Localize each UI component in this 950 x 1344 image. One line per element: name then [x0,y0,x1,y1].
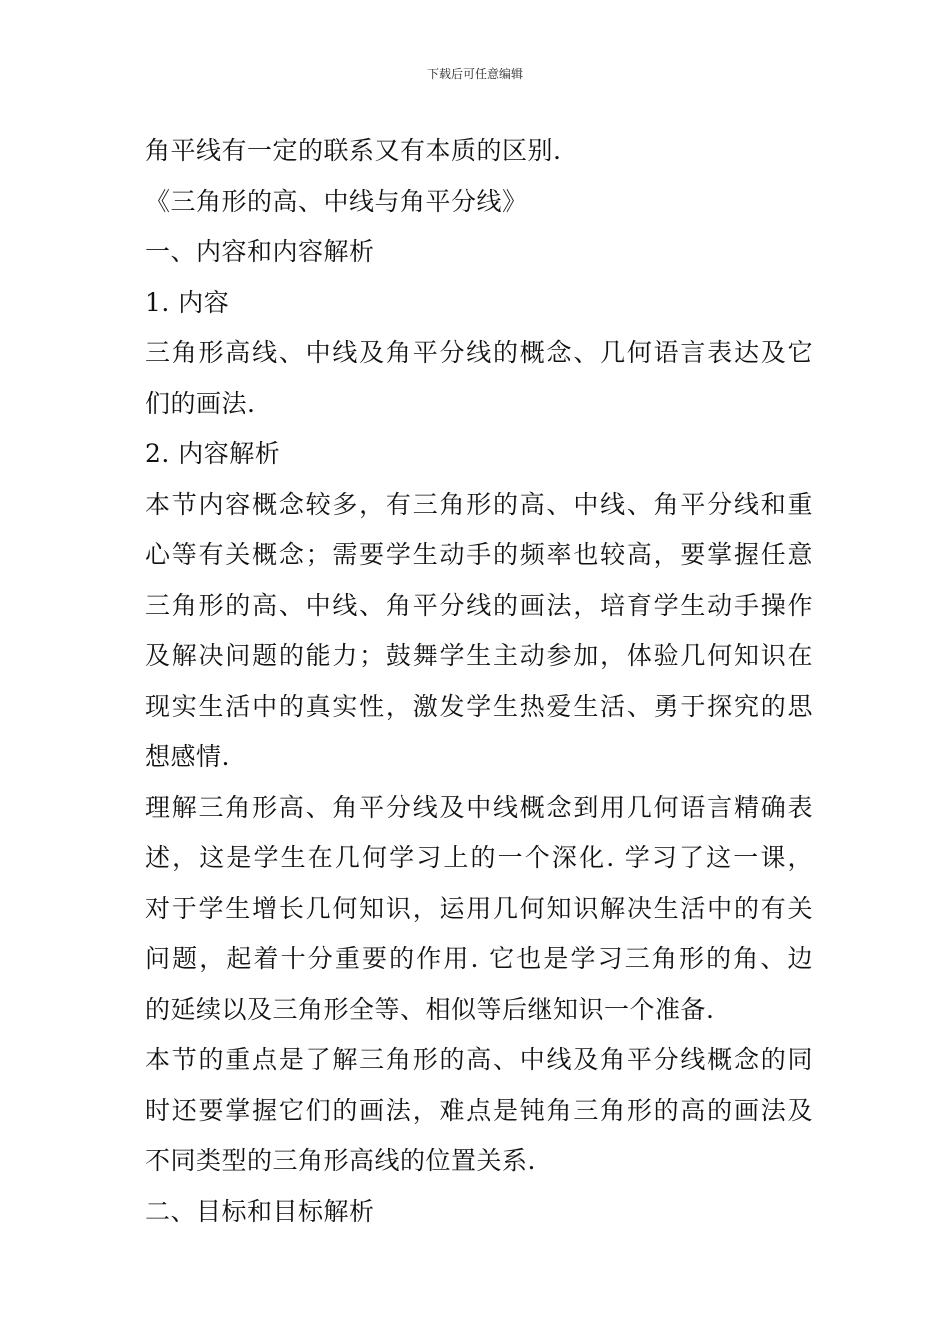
text-line: 问题，起着十分重要的作用. 它也是学习三角形的角、边 [145,944,813,973]
section-title: 《三角形的高、中线与角平分线》 [145,186,528,216]
text-line: 理解三角形高、角平分线及中线概念到用几何语言精确表 [145,792,813,822]
text-line: 述，这是学生在几何学习上的一个深化. 学习了这一课， [145,843,813,872]
text-line: 的延续以及三角形全等、相似等后继知识一个准备. [145,994,715,1024]
text-line: 三角形的高、中线、角平分线的画法，培育学生动手操作 [145,590,813,620]
text-line: 不同类型的三角形高线的位置关系. [145,1146,536,1175]
page-header: 下载后可任意编辑 [426,67,523,81]
subheading: 2. 内容解析 [145,439,281,468]
text-line: 本节的重点是了解三角形的高、中线及角平分线概念的同 [145,1045,813,1074]
text-line: 心等有关概念；需要学生动手的频率也较高，要掌握任意 [145,540,813,569]
text-line: 角平线有一定的联系又有本质的区别. [145,136,562,165]
subheading: 1. 内容 [145,287,230,317]
document-body [145,126,813,1237]
heading-1: 一、内容和内容解析 [145,237,375,266]
text-line: 时还要掌握它们的画法，难点是钝角三角形的高的画法及 [145,1095,813,1125]
heading-2: 二、目标和目标解析 [145,1196,375,1226]
text-line: 现实生活中的真实性，激发学生热爱生活、勇于探究的思 [145,691,813,721]
text-line: 三角形高线、中线及角平分线的概念、几何语言表达及它 [145,338,813,367]
text-line: 对于学生增长几何知识，运用几何知识解决生活中的有关 [145,893,813,923]
text-line: 及解决问题的能力；鼓舞学生主动参加，体验几何知识在 [145,641,813,670]
text-line: 本节内容概念较多，有三角形的高、中线、角平分线和重 [145,489,813,519]
text-line: 们的画法. [145,388,256,418]
text-line: 想感情. [145,742,230,771]
